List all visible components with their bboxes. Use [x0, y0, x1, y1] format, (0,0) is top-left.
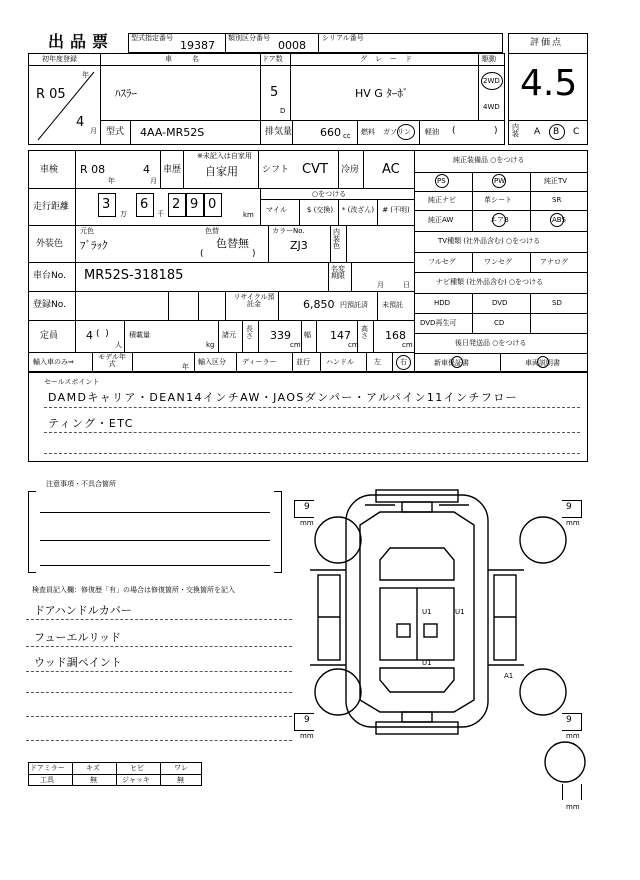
tv-analog: アナログ: [540, 258, 568, 266]
grade-label: グレード: [360, 55, 420, 63]
mileage-note-unknown: # (不明): [382, 206, 410, 214]
name-change-day-unit: 日: [403, 281, 410, 289]
later-warranty: 新車保証書: [434, 359, 469, 367]
inspection-label: 車検: [40, 165, 59, 175]
load-label: 積載量: [129, 331, 150, 339]
mileage-digit: 0: [208, 197, 217, 212]
note-item: ウッド調ペイント: [34, 656, 122, 669]
interior-grade-b: B: [553, 127, 560, 137]
equip-table-header: ヒビ: [130, 764, 144, 772]
original-color-value: ﾌﾞﾗｯｸ: [80, 239, 108, 252]
tire-value-rr: 9: [566, 715, 572, 725]
height-unit: cm: [402, 341, 413, 349]
load-unit: kg: [206, 341, 215, 349]
navi-dvd: DVD: [492, 299, 508, 307]
tire-box-spare: [562, 784, 582, 800]
interior-label: 内装: [512, 123, 519, 138]
color-label: 外装色: [36, 239, 64, 249]
capacity-unit: 人: [115, 341, 122, 349]
drive-4wd: 4WD: [483, 103, 500, 111]
width-unit: cm: [348, 341, 359, 349]
dealer-label: ディーラー: [242, 358, 277, 366]
inspection-year-unit: 年: [108, 177, 115, 185]
mileage-digit: 9: [190, 197, 199, 212]
equip-leather: 革シート: [484, 196, 512, 204]
parallel-label: 並行: [296, 358, 310, 366]
car-name-label: 車名: [165, 55, 219, 63]
history-note: ※未記入は自家用: [197, 152, 252, 160]
displacement-unit: cc: [343, 132, 351, 140]
chassis-value: MR52S-318185: [84, 268, 184, 283]
model-year-label: モデル年式: [98, 353, 126, 368]
ac-value: AC: [382, 162, 400, 177]
mileage-note-tamper: * (改ざん): [341, 206, 375, 214]
navi-sd: SD: [552, 299, 562, 307]
ac-label: 冷房: [341, 165, 360, 175]
color-change-label: 色替: [205, 227, 219, 235]
width-value: 147: [330, 329, 351, 342]
inspection-month-unit: 月: [150, 177, 157, 185]
equip-pw: PW: [494, 177, 506, 185]
mileage-digit: 6: [140, 197, 149, 212]
light-oil-label: 軽油: [425, 128, 439, 136]
dims-label: 諸元: [222, 331, 236, 339]
reg-no-label: 登録No.: [33, 300, 66, 310]
navi-title: ナビ種類 (社外品含む) ○をつける: [436, 278, 544, 286]
interior-grade-c: C: [573, 127, 580, 137]
displacement-value: 660: [320, 126, 341, 139]
category-label: 類別区分番号: [228, 34, 270, 42]
score-label: 評価点: [530, 38, 564, 48]
chassis-label: 車台No.: [33, 271, 66, 281]
equip-ps: PS: [437, 177, 446, 185]
score-value: 4.5: [520, 63, 578, 104]
sales-line2: ティング・ETC: [48, 417, 134, 430]
tire-unit-rr: mm: [566, 732, 580, 740]
later-title: 後日発送品 ○をつける: [455, 339, 527, 347]
navi-hdd: HDD: [434, 299, 451, 307]
equip-tv: 純正TV: [544, 177, 568, 185]
mileage-km-unit: km: [243, 211, 254, 219]
recycle-status: 円預託済: [340, 301, 368, 309]
equip-aw: 純正AW: [428, 216, 454, 224]
shift-value: CVT: [302, 162, 328, 177]
recycle-unpaid: 未預託: [382, 301, 403, 309]
equip-navi: 純正ナビ: [428, 196, 456, 204]
mileage-label: 走行距離: [33, 202, 70, 212]
equip-sr: SR: [552, 196, 562, 204]
notes-title: 注意事項・不具合箇所: [46, 480, 116, 488]
tv-oneseg: ワンセグ: [484, 258, 512, 266]
equip-table-header: ドアミラー: [30, 764, 65, 772]
color-code-value: ZJ3: [290, 239, 308, 252]
import-label: 輸入車のみ⇒: [33, 358, 74, 366]
mileage-digit: 2: [172, 197, 181, 212]
width-label: 幅: [304, 331, 311, 339]
doors-value: 5: [270, 85, 279, 100]
history-value: 自家用: [205, 165, 238, 178]
model-value: 4AA-MR52S: [140, 126, 205, 139]
damage-mark: U1: [422, 608, 432, 616]
capacity-label: 定員: [40, 331, 59, 341]
model-designation-value: 19387: [180, 39, 215, 52]
mileage-notes-title: ○をつける: [312, 190, 347, 198]
grade-value: HV G ﾀｰﾎﾞ: [355, 87, 409, 100]
fuel-label: 燃料: [361, 128, 375, 136]
displacement-label: 排気量: [265, 127, 293, 137]
fuel-value: ガソリン: [383, 128, 411, 136]
tire-unit-rl: mm: [300, 732, 314, 740]
tire-box-fr: [562, 500, 582, 518]
tire-unit-spare: mm: [566, 803, 580, 811]
first-reg-era: R 05: [36, 87, 66, 102]
interior-color-label: 内装色: [333, 228, 340, 250]
name-change-label: 名変期限: [331, 265, 345, 280]
equip-table-value: 工具: [40, 776, 54, 784]
model-year-unit: 年: [182, 363, 189, 371]
first-reg-month: 4: [76, 115, 85, 130]
damage-mark: A1: [504, 672, 514, 680]
note-item: ドアハンドルカバー: [34, 604, 132, 617]
tire-box-rr: [562, 713, 582, 731]
name-change-month-unit: 月: [377, 281, 384, 289]
sales-line1: DAMDキャリア・DEAN14インチAW・JAOSダンパー・アルパイン11インチフロー: [48, 391, 519, 404]
tv-fullseg: フルセグ: [428, 258, 456, 266]
interior-grade-a: A: [534, 127, 541, 137]
mileage-note-exchange: $ (交換): [306, 206, 334, 214]
equip-table-header: キズ: [86, 764, 100, 772]
import-type-label: 輸入区分: [198, 358, 226, 366]
equip-table-value: 無: [177, 776, 184, 784]
note-item: フューエルリッド: [34, 631, 122, 644]
inspector-note: 検査員記入欄：修復歴「有」の場合は修復箇所・交換箇所を記入: [32, 586, 235, 594]
inspection-value: R 08: [80, 163, 106, 176]
recycle-value: 6,850: [303, 298, 335, 311]
equip-airbag: エアB: [490, 216, 509, 224]
tire-unit-fr: mm: [566, 519, 580, 527]
equip-table-value: 無: [90, 776, 97, 784]
length-value: 339: [270, 329, 291, 342]
tv-title: TV種類 (社外品含む) ○をつける: [438, 237, 541, 245]
page-title: 出品票: [48, 32, 115, 51]
mileage-man-unit: 万: [120, 210, 127, 218]
door-type: D: [280, 107, 286, 115]
color-code-label: カラーNo.: [272, 227, 305, 235]
history-label: 車歴: [163, 165, 182, 175]
tire-value-fr: 9: [566, 502, 572, 512]
first-reg-month-unit: 月: [90, 127, 97, 135]
equipment-title: 純正装備品 ○をつける: [453, 156, 525, 164]
navi-dvd-play: DVD再生可: [420, 319, 457, 327]
mileage-sen-unit: 千: [157, 210, 164, 218]
equip-table-header: ワレ: [174, 764, 188, 772]
navi-cd: CD: [494, 319, 505, 327]
sales-label: セールスポイント: [44, 378, 100, 386]
shift-label: シフト: [262, 165, 290, 175]
serial-label: シリアル番号: [322, 34, 364, 42]
mileage-digit: 3: [102, 197, 111, 212]
capacity-value: 4: [86, 329, 93, 342]
model-designation-label: 型式指定番号: [131, 34, 173, 42]
tire-value-fl: 9: [304, 502, 310, 512]
damage-mark: U1: [422, 659, 432, 667]
later-manual: 車両説明書: [525, 359, 560, 367]
height-label: 高さ: [361, 325, 368, 340]
first-reg-year-unit: 年: [82, 71, 89, 79]
handle-label: ハンドル: [326, 358, 354, 366]
equip-table-value: ジャッキ: [122, 776, 150, 784]
doors-label: ドア数: [262, 55, 283, 63]
equip-abs: ABS: [552, 216, 566, 224]
inspection-month: 4: [143, 163, 150, 176]
damage-mark: U1: [455, 608, 465, 616]
color-change-value: 色替無: [216, 237, 249, 250]
drive-2wd: 2WD: [483, 77, 500, 85]
tire-value-rl: 9: [304, 715, 310, 725]
height-value: 168: [385, 329, 406, 342]
model-label: 型式: [106, 127, 125, 137]
category-value: 0008: [278, 39, 306, 52]
first-reg-label: 初年度登録: [42, 55, 77, 63]
length-unit: cm: [290, 341, 301, 349]
original-color-label: 元色: [80, 227, 94, 235]
drive-label: 駆動: [482, 55, 496, 63]
handle-right: 右: [400, 358, 407, 366]
handle-left: 左: [374, 358, 381, 366]
mileage-note-mile: マイル: [266, 206, 287, 214]
car-name-value: ﾊｽﾗｰ: [115, 87, 137, 100]
length-label: 長さ: [246, 325, 253, 340]
recycle-label: リサイクル預託金: [233, 293, 275, 308]
tire-unit-fl: mm: [300, 519, 314, 527]
